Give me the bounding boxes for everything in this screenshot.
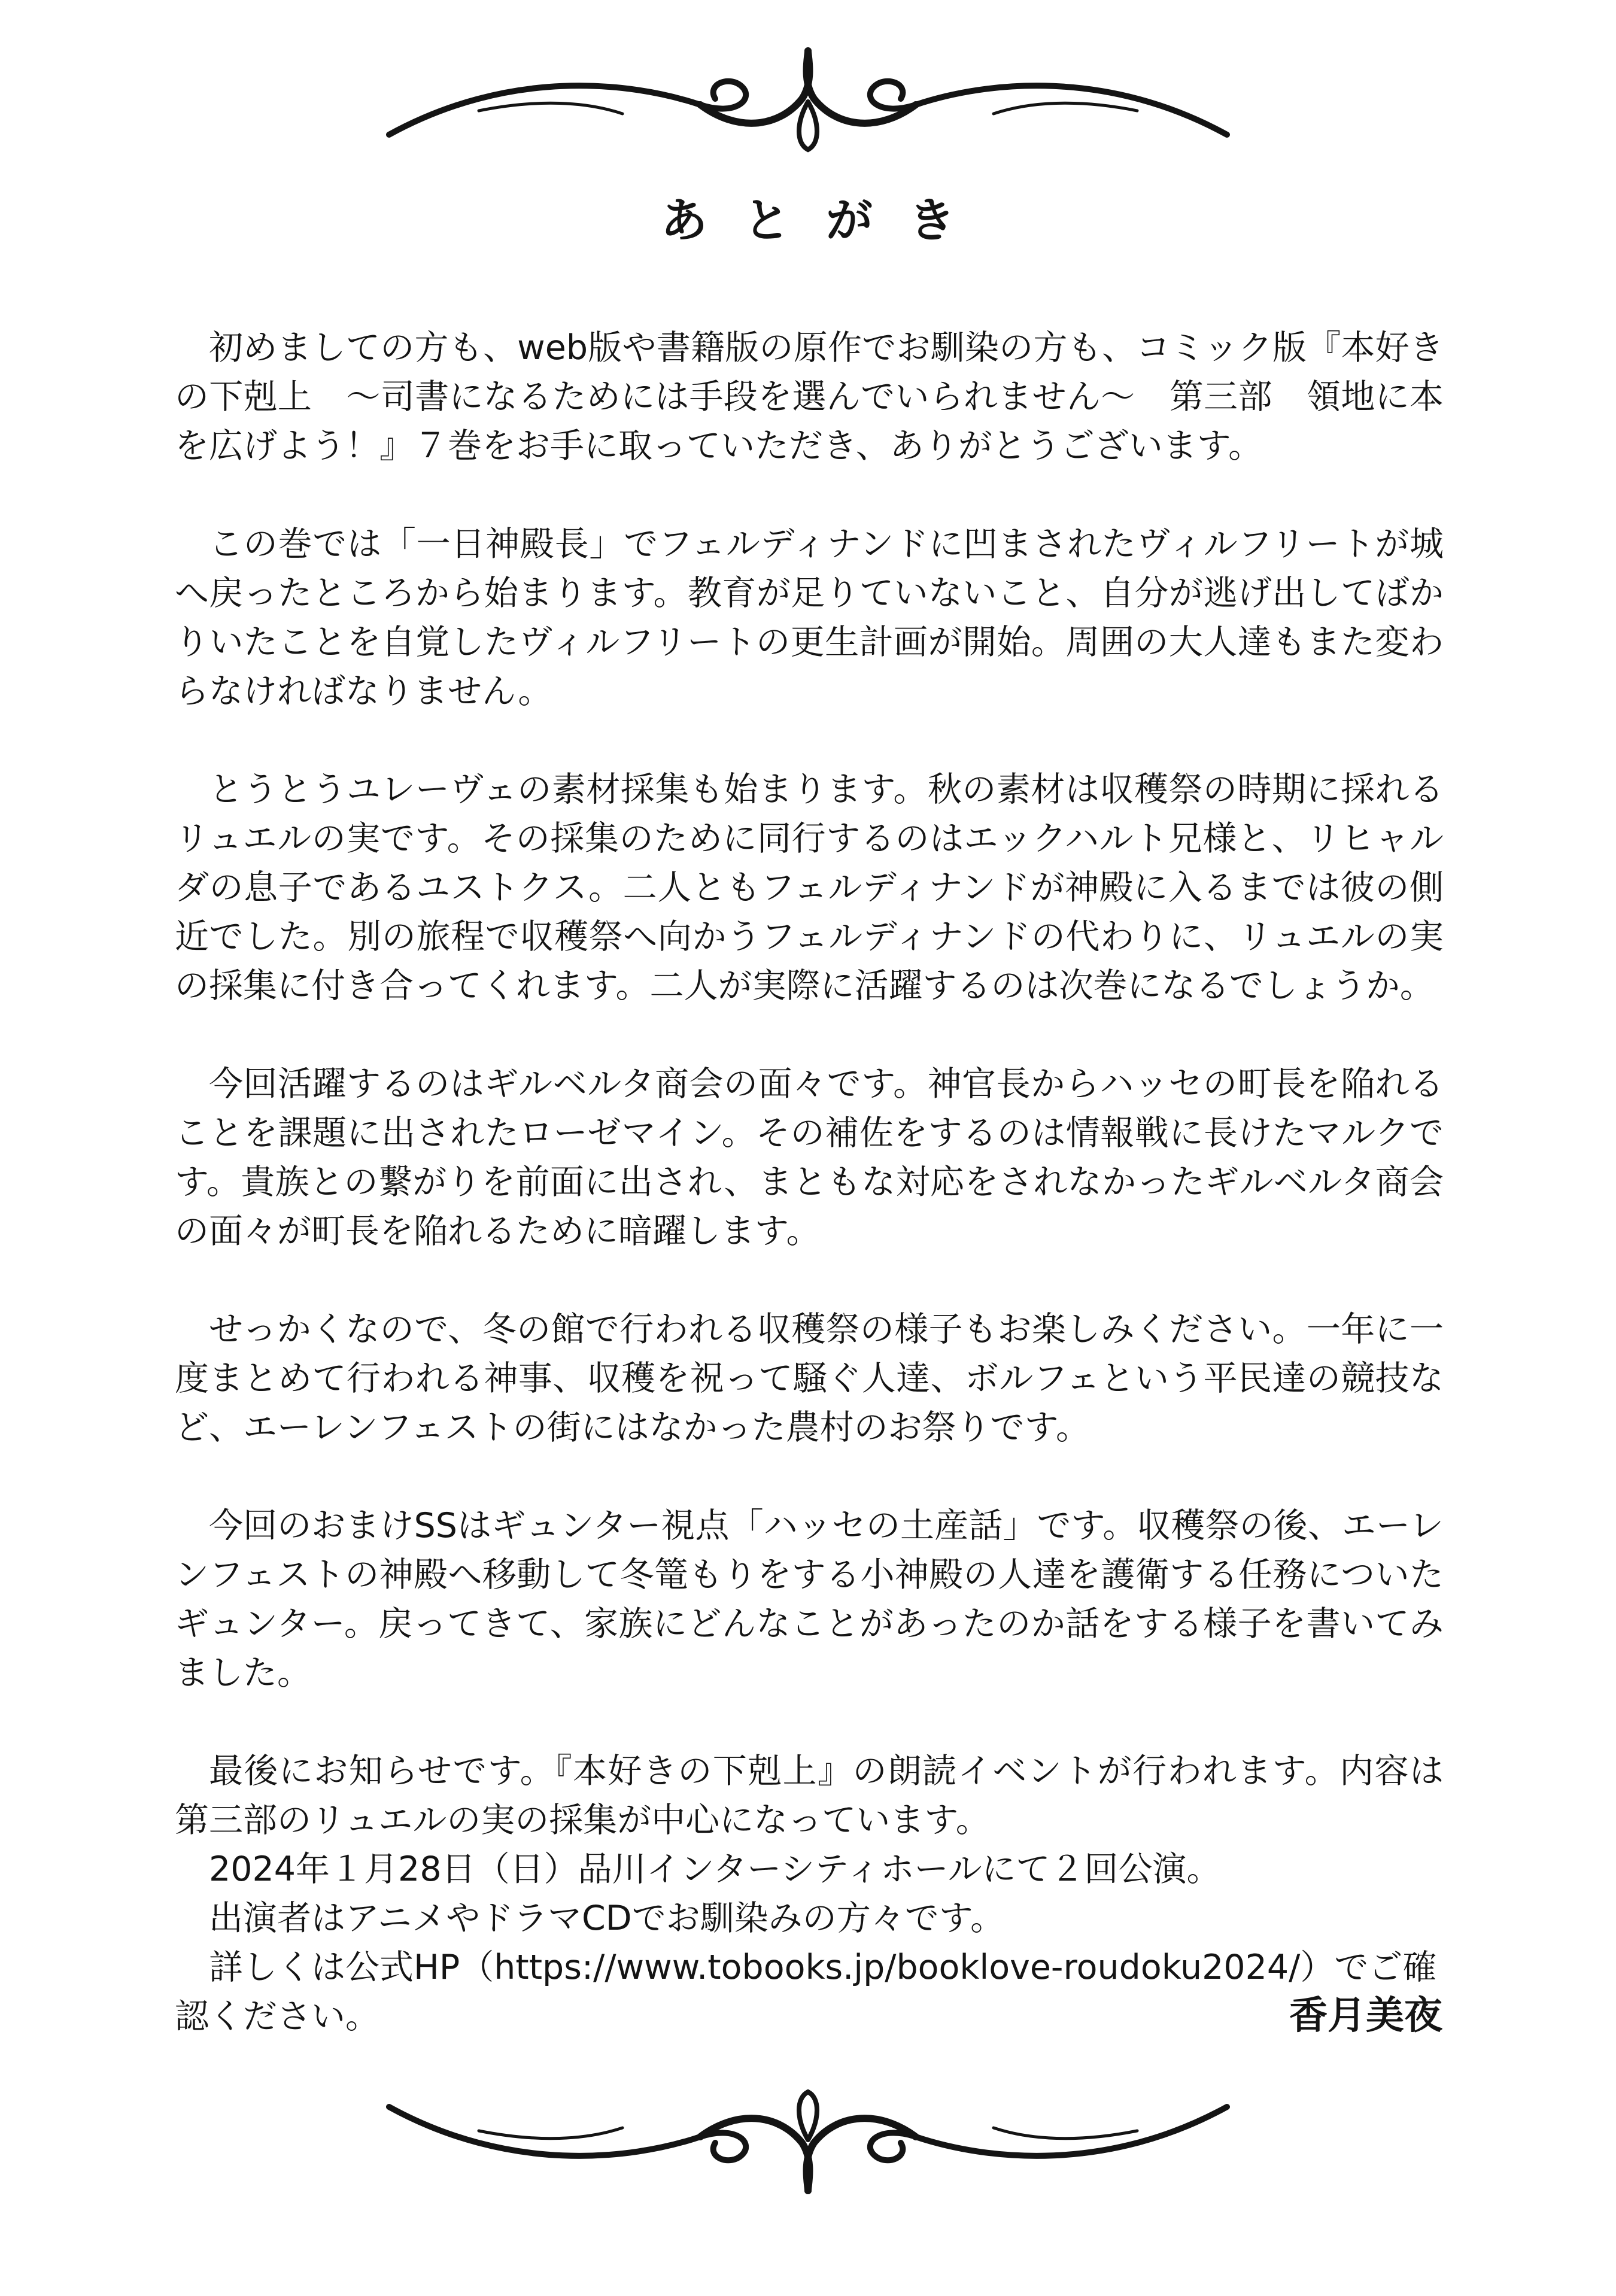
paragraph-greeting: 初めましての方も、web版や書籍版の原作でお馴染の方も、コミック版『本好きの下剋上 ～司書になるためには手段を選んでいられません～ 第三部 領地に本を広げよう！』７巻をお手に取っていただき、ありがとうございます。: [175, 328, 1444, 466]
notice-date: 2024年１月28日（日）品川インターシティホールにて２回公演。: [209, 1849, 1221, 1889]
notice-details: 詳しくは公式HP（https://www.tobooks.jp/booklove-roudoku2024/）でご確認ください。: [175, 1948, 1437, 2036]
event-notice: [175, 1747, 1444, 2041]
paragraph-wilfried: この巻では「一日神殿長」でフェルディナンドに凹まされたヴィルフリートが城へ戻ったところから始まります。教育が足りていないこと、自分が逃げ出してばかりいたことを自覚したヴィルフリートの更生計画が開始。周囲の大人達もまた変わらなければなりません。: [175, 524, 1444, 711]
afterword-body: [175, 323, 1444, 2041]
top-scroll-ornament-icon: [0, 45, 1616, 153]
paragraph-gilberta-company: 今回活躍するのはギルベルタ商会の面々です。神官長からハッセの町長を陥れることを課題に出されたローゼマイン。その補佐をするのは情報戦に長けたマルクです。貴族との繋がりを前面に出され、まともな対応をされなかったギルベルタ商会の面々が町長を陥れるために暗躍します。: [175, 1064, 1444, 1251]
page-title: あとがき: [660, 194, 991, 248]
notice-cast: 出演者はアニメやドラマCDでお馴染みの方々です。: [209, 1899, 1005, 1938]
paragraph-harvest-festival: せっかくなので、冬の館で行われる収穫祭の様子もお楽しみください。一年に一度まとめて行われる神事、収穫を祝って騒ぐ人達、ボルフェという平民達の競技など、エーレンフェストの街にはなかった農村のお祭りです。: [175, 1310, 1444, 1447]
paragraph-material-gathering: とうとうユレーヴェの素材採集も始まります。秋の素材は収穫祭の時期に採れるリュエルの実です。その採集のために同行するのはエックハルト兄様と、リヒャルダの息子であるユストクス。二人ともフェルディナンドが神殿に入るまでは彼の側近でした。別の旅程で収穫祭へ向かうフェルディナンドの代わりに、リュエルの実の採集に付き合ってくれます。二人が実際に活躍するのは次巻になるでしょうか。: [175, 770, 1444, 1006]
paragraph-bonus-ss: 今回のおまけSSはギュンター視点「ハッセの土産話」です。収穫祭の後、エーレンフェストの神殿へ移動して冬篭もりをする小神殿の人達を護衛する任務についたギュンター。戻ってきて、家族にどんなことがあったのか話をする様子を書いてみました。: [175, 1506, 1444, 1693]
bottom-scroll-ornament-icon: [0, 2089, 1616, 2197]
author-signature: 香月美夜: [1289, 1994, 1442, 2038]
notice-intro: 最後にお知らせです。『本好きの下剋上』の朗読イベントが行われます。内容は第三部のリュエルの実の採集が中心になっています。: [175, 1751, 1444, 1840]
